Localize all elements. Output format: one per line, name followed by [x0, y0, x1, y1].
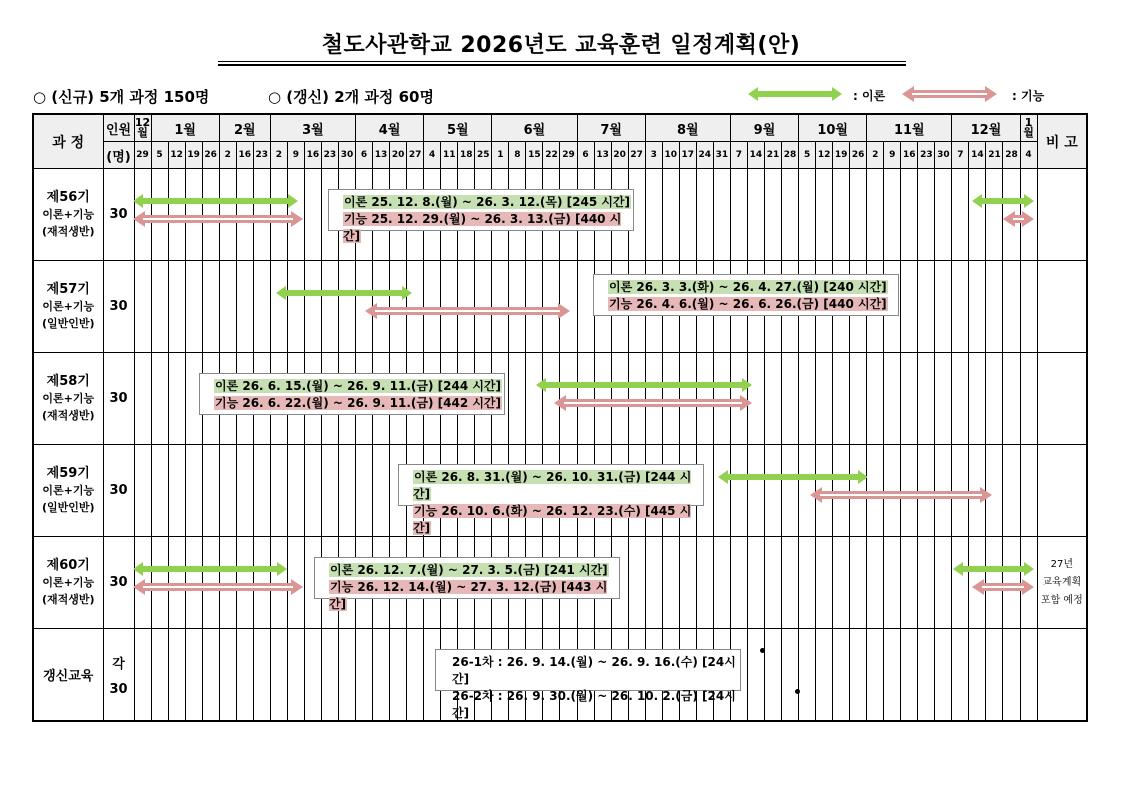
week-cell	[764, 445, 781, 537]
month-header: 2월	[219, 114, 270, 142]
course-count: 30	[103, 169, 134, 261]
theory-period-text: 이론 26. 3. 3.(화) ~ 26. 4. 27.(월) [240 시간]	[609, 280, 887, 294]
month-header: 12월	[134, 114, 151, 142]
week-cell	[338, 629, 355, 722]
week-cell	[713, 445, 730, 537]
course-class: (일반인반)	[41, 317, 95, 330]
week-cell	[799, 353, 816, 445]
week-cell	[270, 261, 287, 353]
week-cell	[253, 629, 270, 722]
week-header: 12	[168, 142, 185, 169]
week-header: 13	[373, 142, 390, 169]
month-header: 5월	[424, 114, 492, 142]
week-cell	[287, 445, 304, 537]
week-cell	[253, 261, 270, 353]
week-cell	[799, 169, 816, 261]
week-cell	[679, 537, 696, 629]
week-cell	[816, 353, 833, 445]
week-cell	[713, 169, 730, 261]
week-cell	[918, 537, 935, 629]
week-header: 6	[577, 142, 594, 169]
week-cell	[253, 445, 270, 537]
week-cell	[764, 537, 781, 629]
theory-period-text: 이론 25. 12. 8.(월) ~ 26. 3. 12.(목) [245 시간]	[344, 195, 631, 209]
week-header: 2	[219, 142, 236, 169]
title-underline	[218, 61, 906, 66]
week-cell	[764, 629, 781, 722]
week-header: 28	[781, 142, 798, 169]
week-header: 16	[304, 142, 321, 169]
week-cell	[168, 353, 185, 445]
course-name: 제59기	[46, 466, 90, 481]
page-title: 철도사관학교 2026년도 교육훈련 일정계획(안)	[321, 33, 801, 58]
course-class: (재적생반)	[41, 225, 95, 238]
week-cell	[781, 629, 798, 722]
week-cell	[884, 537, 901, 629]
week-header: 9	[884, 142, 901, 169]
period-textbox	[593, 274, 899, 316]
week-cell	[986, 353, 1003, 445]
course-name: 제58기	[46, 374, 90, 389]
week-cell	[952, 537, 969, 629]
theory-period-arrow	[536, 377, 752, 393]
week-cell	[185, 629, 202, 722]
week-cell	[1003, 445, 1020, 537]
header-count: 인원	[103, 114, 134, 142]
header-remarks: 비 고	[1037, 114, 1087, 169]
week-cell	[816, 537, 833, 629]
course-name: 제60기	[46, 558, 90, 573]
week-header: 25	[475, 142, 492, 169]
week-cell	[867, 353, 884, 445]
week-cell	[407, 629, 424, 722]
week-cell	[747, 445, 764, 537]
legend-theory-arrow-icon	[748, 86, 842, 102]
week-header: 27	[628, 142, 645, 169]
theory-period-text: 이론 26. 6. 15.(월) ~ 26. 9. 11.(금) [244 시간]	[215, 379, 502, 393]
week-cell	[356, 445, 373, 537]
summary-new: ○ (신규) 5개 과정 150명	[33, 88, 210, 106]
week-header: 20	[390, 142, 407, 169]
week-header: 16	[901, 142, 918, 169]
week-cell	[935, 353, 952, 445]
week-cell	[918, 353, 935, 445]
month-header: 1월	[1020, 114, 1037, 142]
week-cell	[321, 445, 338, 537]
week-cell	[270, 629, 287, 722]
week-header: 23	[253, 142, 270, 169]
week-header: 20	[611, 142, 628, 169]
week-header: 7	[952, 142, 969, 169]
week-cell	[304, 629, 321, 722]
theory-period-arrow	[133, 193, 298, 209]
practice-period-text: 기능 26. 6. 22.(월) ~ 26. 9. 11.(금) [442 시간]	[215, 396, 502, 410]
week-cell	[151, 353, 168, 445]
week-cell	[236, 445, 253, 537]
course-class: (재적생반)	[41, 593, 95, 606]
week-header: 4	[424, 142, 441, 169]
week-cell	[185, 261, 202, 353]
week-cell	[219, 445, 236, 537]
week-header: 8	[509, 142, 526, 169]
week-cell	[918, 629, 935, 722]
course-type: 이론+기능	[42, 392, 95, 405]
week-cell	[321, 261, 338, 353]
week-cell	[390, 629, 407, 722]
week-cell	[747, 537, 764, 629]
month-header: 7월	[577, 114, 645, 142]
course-type: 이론+기능	[42, 300, 95, 313]
theory-period-arrow	[953, 561, 1034, 577]
week-cell	[168, 445, 185, 537]
week-cell	[151, 629, 168, 722]
course-type: 이론+기능	[42, 208, 95, 221]
week-cell	[764, 353, 781, 445]
week-cell	[935, 629, 952, 722]
month-header: 11월	[867, 114, 952, 142]
practice-period-arrow	[1003, 211, 1034, 227]
month-header: 3월	[270, 114, 355, 142]
practice-period-text: 기능 26. 4. 6.(월) ~ 26. 6. 26.(금) [440 시간]	[609, 297, 887, 311]
week-cell	[986, 629, 1003, 722]
week-header: 29	[134, 142, 151, 169]
week-cell	[219, 629, 236, 722]
week-cell	[304, 445, 321, 537]
week-cell	[577, 261, 594, 353]
week-cell	[884, 353, 901, 445]
week-header: 27	[407, 142, 424, 169]
week-header: 5	[799, 142, 816, 169]
remarks-cell	[1037, 261, 1087, 353]
renewal-count-bottom: 30	[109, 681, 128, 697]
week-header: 11	[441, 142, 458, 169]
week-header: 26	[850, 142, 867, 169]
week-header: 19	[185, 142, 202, 169]
week-cell	[935, 261, 952, 353]
week-cell	[628, 537, 645, 629]
week-cell	[833, 169, 850, 261]
week-cell	[799, 629, 816, 722]
week-header: 1	[492, 142, 509, 169]
week-header: 24	[696, 142, 713, 169]
week-cell	[151, 261, 168, 353]
period-textbox	[398, 464, 704, 535]
course-label	[33, 445, 103, 537]
course-label	[33, 537, 103, 629]
practice-period-text: 기능 26. 10. 6.(화) ~ 26. 12. 23.(수) [445 시간]	[413, 504, 692, 535]
theory-period-arrow	[133, 561, 287, 577]
week-cell	[952, 629, 969, 722]
renewal-session-2: 26-2차 : 26. 9. 30.(월) ~ 26. 10. 2.(금) [24시간]	[452, 689, 736, 720]
week-header: 3	[645, 142, 662, 169]
week-header: 30	[935, 142, 952, 169]
month-header: 9월	[730, 114, 798, 142]
week-cell	[696, 169, 713, 261]
week-cell	[151, 445, 168, 537]
remarks-line: 27년	[1050, 558, 1074, 570]
week-cell	[373, 629, 390, 722]
week-cell	[202, 261, 219, 353]
remarks-cell	[1037, 353, 1087, 445]
course-count: 30	[103, 353, 134, 445]
renewal-count-top: 각	[112, 656, 125, 672]
week-cell	[287, 261, 304, 353]
week-cell	[134, 445, 151, 537]
week-cell	[304, 169, 321, 261]
week-cell	[850, 353, 867, 445]
practice-period-arrow	[133, 579, 303, 595]
theory-period-arrow	[276, 285, 412, 301]
week-header: 23	[321, 142, 338, 169]
course-type: 이론+기능	[42, 484, 95, 497]
week-cell	[781, 353, 798, 445]
week-header: 17	[679, 142, 696, 169]
remarks-cell	[1037, 537, 1087, 629]
week-cell	[168, 629, 185, 722]
remarks-cell	[1037, 629, 1087, 722]
week-cell	[867, 169, 884, 261]
week-cell	[1003, 629, 1020, 722]
theory-period-text: 이론 26. 12. 7.(월) ~ 27. 3. 5.(금) [241 시간]	[330, 563, 608, 577]
week-cell	[969, 353, 986, 445]
practice-period-text: 기능 26. 12. 14.(월) ~ 27. 3. 12.(금) [443 시간]	[329, 580, 608, 611]
week-cell	[356, 629, 373, 722]
week-cell	[236, 261, 253, 353]
week-cell	[799, 537, 816, 629]
week-cell	[747, 629, 764, 722]
week-cell	[781, 445, 798, 537]
week-cell	[986, 169, 1003, 261]
month-header: 8월	[645, 114, 730, 142]
week-header: 14	[969, 142, 986, 169]
week-cell	[833, 353, 850, 445]
course-class: (일반인반)	[41, 501, 95, 514]
month-header: 1월	[151, 114, 219, 142]
week-cell	[833, 629, 850, 722]
week-cell	[509, 353, 526, 445]
week-cell	[884, 629, 901, 722]
week-cell	[202, 445, 219, 537]
week-cell	[901, 261, 918, 353]
summary-renew: ○ (갱신) 2개 과정 60명	[268, 88, 434, 106]
week-header: 30	[338, 142, 355, 169]
week-cell	[952, 169, 969, 261]
week-cell	[867, 629, 884, 722]
month-header: 12월	[952, 114, 1020, 142]
week-cell	[918, 169, 935, 261]
week-cell	[645, 537, 662, 629]
week-cell	[901, 537, 918, 629]
theory-period-arrow	[718, 469, 868, 485]
legend-theory-label: : 이론	[853, 89, 886, 103]
week-cell	[730, 445, 747, 537]
week-cell	[134, 353, 151, 445]
header-course: 과 정	[33, 114, 103, 169]
renewal-name: 갱신교육	[33, 629, 103, 722]
week-header: 18	[458, 142, 475, 169]
week-cell	[185, 445, 202, 537]
week-cell	[969, 261, 986, 353]
week-header: 6	[356, 142, 373, 169]
week-cell	[270, 445, 287, 537]
course-label	[33, 169, 103, 261]
renewal-session-1: 26-1차 : 26. 9. 14.(월) ~ 26. 9. 16.(수) [24시간]	[452, 655, 736, 686]
course-count: 30	[103, 537, 134, 629]
course-count: 30	[103, 445, 134, 537]
course-label	[33, 353, 103, 445]
practice-period-arrow	[133, 211, 303, 227]
week-header: 16	[236, 142, 253, 169]
week-cell	[952, 353, 969, 445]
week-cell	[901, 169, 918, 261]
week-cell	[867, 537, 884, 629]
period-textbox	[314, 557, 620, 611]
week-cell	[696, 537, 713, 629]
week-cell	[236, 629, 253, 722]
practice-period-arrow	[365, 303, 570, 319]
month-header: 6월	[492, 114, 577, 142]
week-header: 22	[543, 142, 560, 169]
week-header: 2	[867, 142, 884, 169]
week-header: 13	[594, 142, 611, 169]
week-cell	[833, 537, 850, 629]
week-cell	[1020, 445, 1037, 537]
header-count-unit: (명)	[103, 142, 134, 169]
week-cell	[134, 261, 151, 353]
week-cell	[304, 261, 321, 353]
week-cell	[747, 169, 764, 261]
week-cell	[338, 261, 355, 353]
week-cell	[338, 445, 355, 537]
week-cell	[134, 629, 151, 722]
course-name: 제56기	[46, 190, 90, 205]
week-cell	[850, 629, 867, 722]
week-header: 9	[287, 142, 304, 169]
week-cell	[526, 353, 543, 445]
week-header: 29	[560, 142, 577, 169]
week-cell	[969, 169, 986, 261]
week-cell	[781, 537, 798, 629]
legend-practice-label: : 기능	[1012, 89, 1045, 103]
course-type: 이론+기능	[42, 576, 95, 589]
theory-period-arrow	[972, 193, 1034, 209]
week-cell	[764, 169, 781, 261]
week-cell	[781, 169, 798, 261]
week-cell	[986, 261, 1003, 353]
week-cell	[679, 169, 696, 261]
legend-practice-arrow-icon	[902, 86, 997, 102]
theory-period-text: 이론 26. 8. 31.(월) ~ 26. 10. 31.(금) [244 시간]	[413, 470, 692, 501]
week-cell	[645, 169, 662, 261]
week-cell	[662, 537, 679, 629]
remarks-line: 교육계획	[1042, 576, 1082, 588]
renewal-marker	[760, 648, 765, 653]
week-cell	[935, 169, 952, 261]
week-cell	[969, 629, 986, 722]
course-label	[33, 261, 103, 353]
week-header: 12	[816, 142, 833, 169]
week-cell	[1020, 629, 1037, 722]
practice-period-arrow	[554, 395, 752, 411]
week-cell	[730, 169, 747, 261]
renewal-count	[103, 629, 134, 722]
week-cell	[816, 629, 833, 722]
remarks-line: 포함 예정	[1040, 594, 1083, 606]
week-header: 23	[918, 142, 935, 169]
week-header: 14	[747, 142, 764, 169]
remarks-cell	[1037, 445, 1087, 537]
renewal-textbox	[435, 649, 741, 720]
week-header: 2	[270, 142, 287, 169]
week-cell	[1003, 353, 1020, 445]
week-cell	[1020, 353, 1037, 445]
week-cell	[662, 169, 679, 261]
week-cell	[918, 261, 935, 353]
week-header: 10	[662, 142, 679, 169]
week-cell	[952, 261, 969, 353]
week-header: 28	[1003, 142, 1020, 169]
practice-period-arrow	[810, 487, 992, 503]
week-cell	[713, 537, 730, 629]
week-header: 26	[202, 142, 219, 169]
week-cell	[1020, 261, 1037, 353]
course-count: 30	[103, 261, 134, 353]
course-name: 제57기	[46, 282, 90, 297]
week-cell	[219, 261, 236, 353]
practice-period-arrow	[972, 579, 1034, 595]
renewal-marker	[795, 689, 800, 694]
week-cell	[321, 629, 338, 722]
week-cell	[935, 537, 952, 629]
month-header: 4월	[356, 114, 424, 142]
week-header: 15	[526, 142, 543, 169]
week-header: 19	[833, 142, 850, 169]
week-cell	[884, 169, 901, 261]
period-textbox	[199, 373, 505, 415]
week-header: 7	[730, 142, 747, 169]
week-header: 21	[986, 142, 1003, 169]
week-header: 5	[151, 142, 168, 169]
week-cell	[1003, 261, 1020, 353]
week-cell	[373, 445, 390, 537]
week-cell	[202, 629, 219, 722]
week-cell	[816, 169, 833, 261]
week-cell	[901, 353, 918, 445]
week-cell	[850, 537, 867, 629]
week-header: 4	[1020, 142, 1037, 169]
course-class: (재적생반)	[41, 409, 95, 422]
week-cell	[730, 537, 747, 629]
period-textbox	[328, 189, 634, 243]
remarks-cell	[1037, 169, 1087, 261]
week-cell	[287, 629, 304, 722]
practice-period-text: 기능 25. 12. 29.(월) ~ 26. 3. 13.(금) [440 시간]	[343, 212, 622, 243]
week-cell	[168, 261, 185, 353]
month-header: 10월	[799, 114, 867, 142]
week-header: 31	[713, 142, 730, 169]
week-header: 21	[764, 142, 781, 169]
week-cell	[901, 629, 918, 722]
week-cell	[850, 169, 867, 261]
